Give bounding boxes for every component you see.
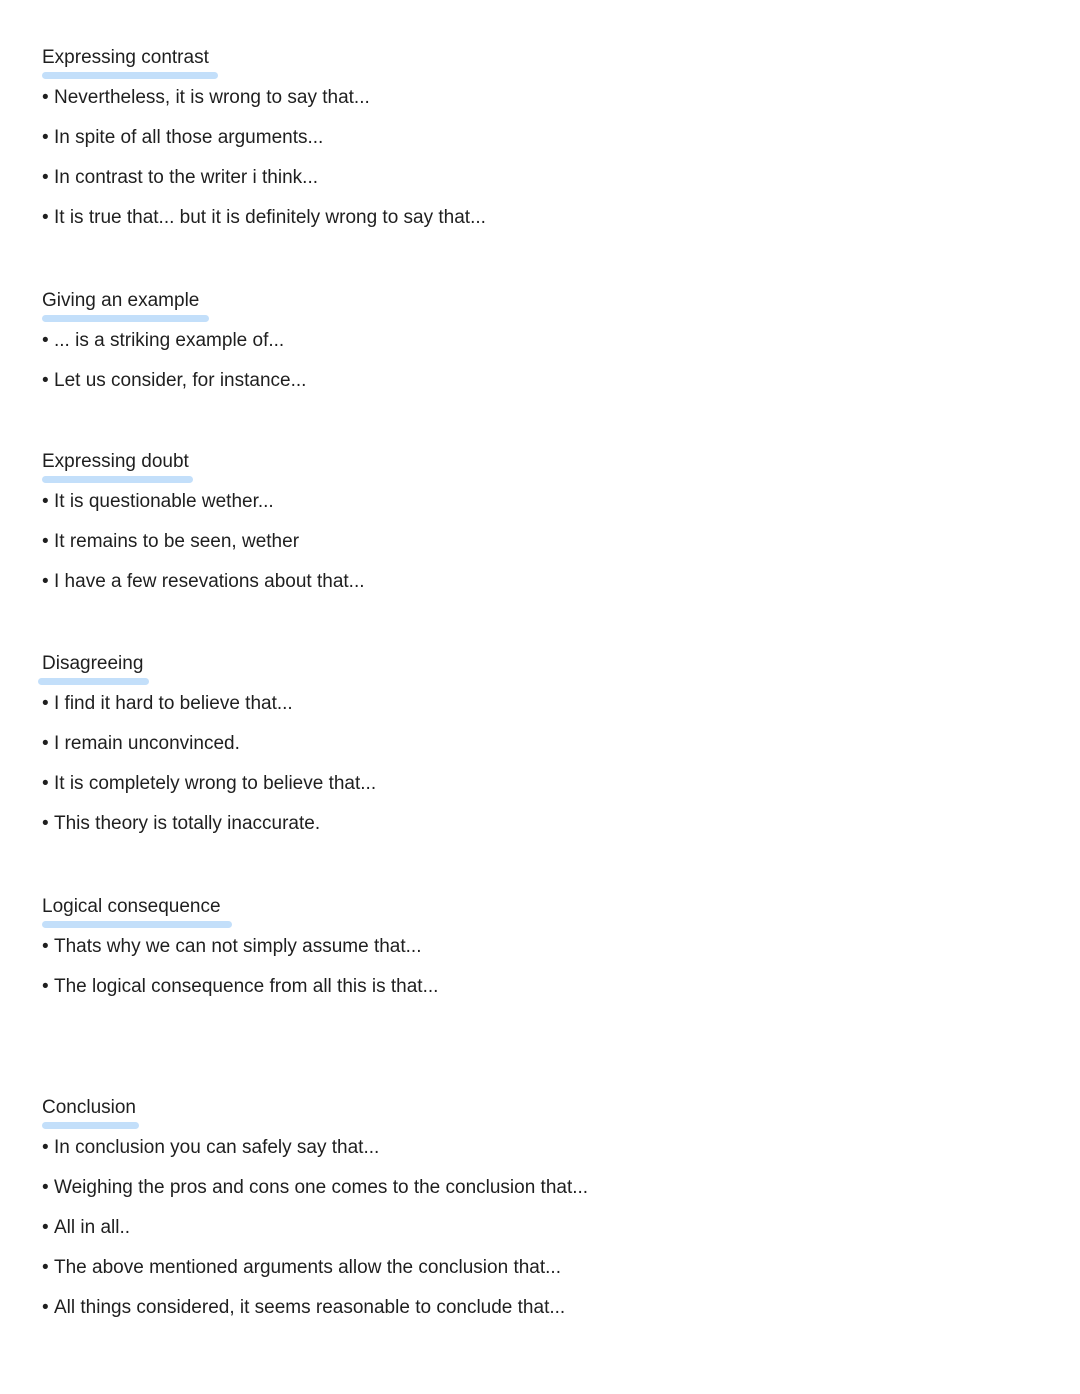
- heading-highlight: [42, 921, 232, 928]
- section-heading: [42, 653, 149, 685]
- bullet-icon: •: [42, 1177, 49, 1198]
- section-heading-text: Expressing doubt: [42, 451, 189, 472]
- bullet-icon: •: [42, 1257, 49, 1278]
- bullet-icon: •: [42, 1217, 49, 1238]
- phrase-list: [42, 87, 486, 229]
- list-item: [42, 531, 365, 553]
- bullet-icon: •: [42, 127, 49, 148]
- bullet-icon: •: [42, 531, 49, 552]
- phrase-list: [42, 693, 376, 835]
- bullet-icon: •: [42, 87, 49, 108]
- list-item: [42, 207, 486, 229]
- bullet-icon: •: [42, 330, 49, 351]
- section-heading-text: Disagreeing: [42, 653, 144, 674]
- list-item: [42, 936, 438, 958]
- section-disagreeing: [42, 653, 376, 835]
- section-logical-consequence: [42, 896, 438, 998]
- bullet-icon: •: [42, 370, 49, 391]
- list-item-text: I have a few resevations about that...: [54, 571, 365, 592]
- heading-highlight: [42, 315, 209, 322]
- bullet-icon: •: [42, 733, 49, 754]
- list-item-text: Thats why we can not simply assume that...: [54, 936, 422, 957]
- bullet-icon: •: [42, 167, 49, 188]
- section-heading-text: Conclusion: [42, 1097, 136, 1118]
- list-item-text: The logical consequence from all this is that...: [54, 976, 439, 997]
- list-item-text: It remains to be seen, wether: [54, 531, 300, 552]
- section-conclusion: [42, 1097, 588, 1319]
- list-item-text: ... is a striking example of...: [54, 330, 285, 351]
- bullet-icon: •: [42, 491, 49, 512]
- list-item: [42, 773, 376, 795]
- section-heading-text: Giving an example: [42, 290, 200, 311]
- list-item: [42, 330, 306, 352]
- list-item: [42, 976, 438, 998]
- list-item: [42, 370, 306, 392]
- bullet-icon: •: [42, 976, 49, 997]
- list-item-text: It is true that... but it is definitely wrong to say that...: [54, 207, 486, 228]
- list-item: [42, 167, 486, 189]
- list-item: [42, 127, 486, 149]
- list-item: [42, 813, 376, 835]
- list-item-text: Let us consider, for instance...: [54, 370, 307, 391]
- section-heading: [42, 451, 193, 483]
- list-item-text: It is questionable wether...: [54, 491, 274, 512]
- list-item-text: All in all..: [54, 1217, 131, 1238]
- section-heading-text: Logical consequence: [42, 896, 221, 917]
- phrase-list: [42, 936, 438, 998]
- section-heading: [42, 47, 218, 79]
- list-item-text: I find it hard to believe that...: [54, 693, 293, 714]
- heading-highlight: [38, 678, 149, 685]
- phrase-list: [42, 330, 306, 392]
- bullet-icon: •: [42, 773, 49, 794]
- bullet-icon: •: [42, 693, 49, 714]
- section-heading: [42, 1097, 139, 1129]
- list-item-text: I remain unconvinced.: [54, 733, 240, 754]
- heading-highlight: [42, 476, 193, 483]
- list-item: [42, 571, 365, 593]
- list-item-text: In contrast to the writer i think...: [54, 167, 318, 188]
- phrase-list: [42, 491, 365, 593]
- list-item: [42, 1177, 588, 1199]
- list-item: [42, 1137, 588, 1159]
- list-item-text: The above mentioned arguments allow the conclusion that...: [54, 1257, 561, 1278]
- list-item: [42, 693, 376, 715]
- section-heading-text: Expressing contrast: [42, 47, 209, 68]
- list-item: [42, 1257, 588, 1279]
- list-item: [42, 733, 376, 755]
- list-item: [42, 1297, 588, 1319]
- bullet-icon: •: [42, 1297, 49, 1318]
- bullet-icon: •: [42, 813, 49, 834]
- list-item-text: Nevertheless, it is wrong to say that...: [54, 87, 370, 108]
- list-item-text: This theory is totally inaccurate.: [54, 813, 321, 834]
- section-heading: [42, 896, 232, 928]
- list-item: [42, 1217, 588, 1239]
- bullet-icon: •: [42, 571, 49, 592]
- section-giving-an-example: [42, 290, 306, 392]
- list-item-text: It is completely wrong to believe that...: [54, 773, 377, 794]
- bullet-icon: •: [42, 207, 49, 228]
- list-item: [42, 87, 486, 109]
- list-item-text: Weighing the pros and cons one comes to the conclusion that...: [54, 1177, 589, 1198]
- bullet-icon: •: [42, 936, 49, 957]
- phrase-list: [42, 1137, 588, 1319]
- heading-highlight: [42, 72, 218, 79]
- section-expressing-contrast: [42, 47, 486, 229]
- list-item: [42, 491, 365, 513]
- list-item-text: In conclusion you can safely say that...: [54, 1137, 380, 1158]
- list-item-text: In spite of all those arguments...: [54, 127, 324, 148]
- bullet-icon: •: [42, 1137, 49, 1158]
- section-expressing-doubt: [42, 451, 365, 593]
- section-heading: [42, 290, 209, 322]
- list-item-text: All things considered, it seems reasonable to conclude that...: [54, 1297, 566, 1318]
- heading-highlight: [42, 1122, 139, 1129]
